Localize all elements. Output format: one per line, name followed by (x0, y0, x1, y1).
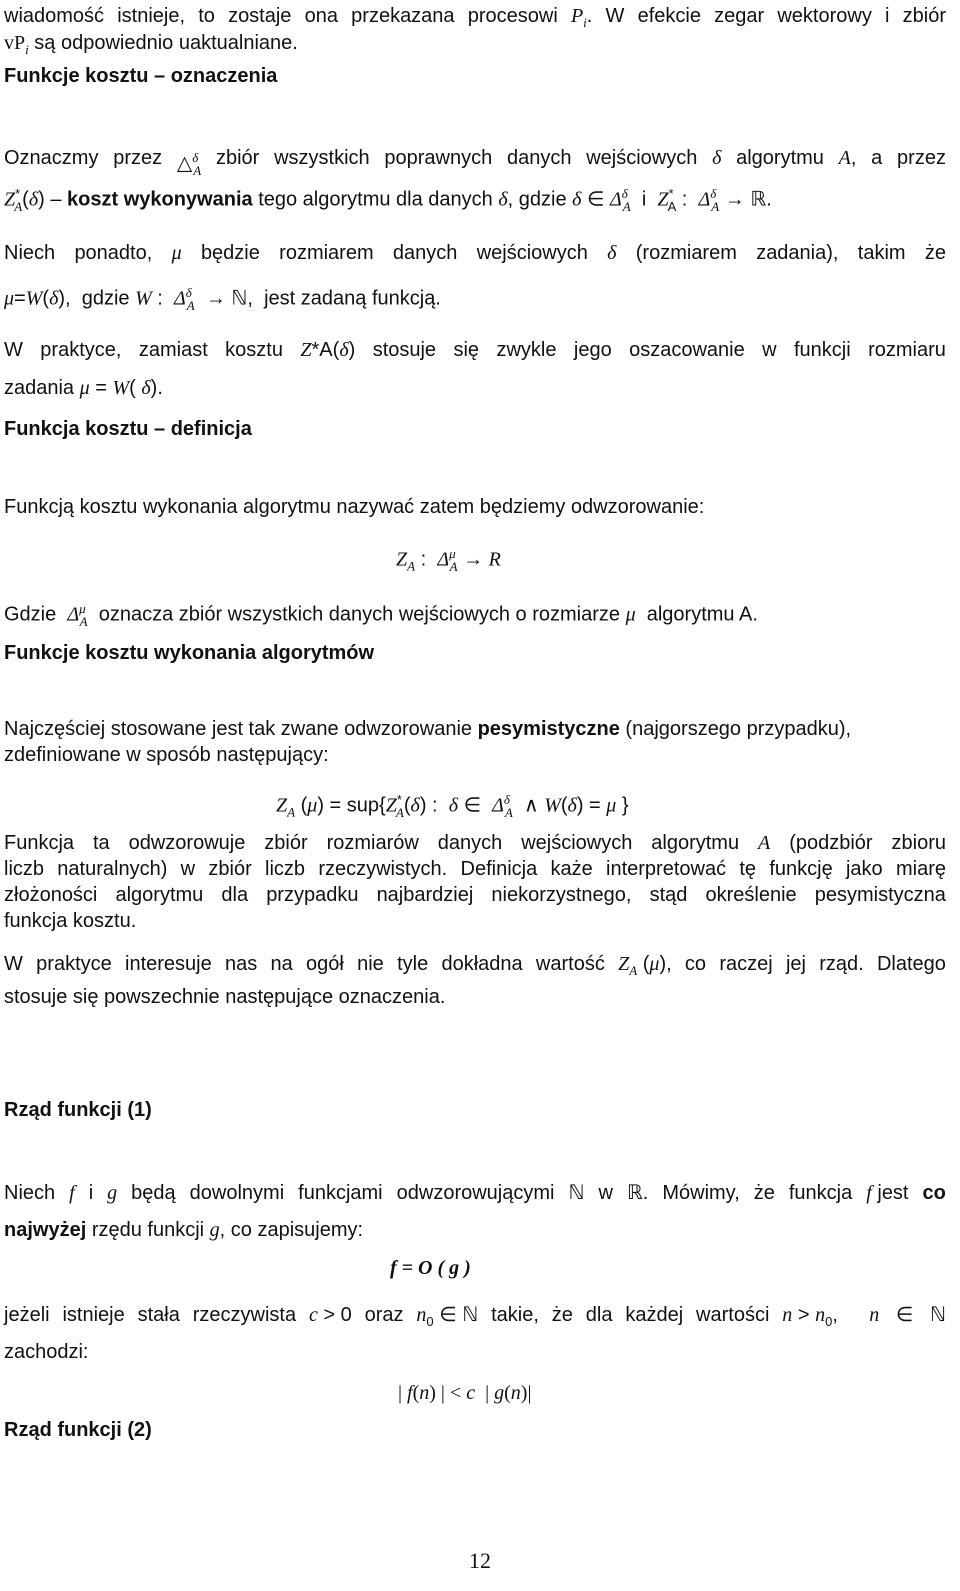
paragraph-line: Funkcją kosztu wykonania algorytmu nazywać zatem będziemy odwzorowanie: (4, 496, 705, 518)
paragraph-line: zadania μ = W( δ). (4, 377, 163, 399)
paragraph-line: jeżeli istnieje stała rzeczywista c > 0 oraz $n_0$ ∈ ℕ takie, że dla każdej wartości $n > n_0$, n ∈ ℕ (4, 1304, 946, 1329)
page-number: 12 (469, 1548, 491, 1573)
formula-pessimistic: $Z_A$ $(\mu) = sup\{Z^*_A(\delta)$ : δ ∈ $\Delta^\delta_A$ ∧ W(δ) = μ } (276, 792, 629, 820)
paragraph-line: W praktyce, zamiast kosztu Z*A(δ) stosuje się zwykle jego oszacowanie w funkcji rozmiaru (4, 339, 946, 361)
section-heading: Funkcja kosztu – definicja (4, 418, 252, 440)
paragraph-line: μ=W(δ), gdzie W : $\Delta^\delta_A$ → ℕ, jest zadaną funkcją. (4, 285, 441, 313)
paragraph-line: wiadomość istnieje, to zostaje ona przekazana procesowi $P_i$. W efekcie zegar wektorowy i zbiór (4, 5, 946, 30)
paragraph-line: Oznaczmy przez △$^\delta_A$ zbiór wszystkich poprawnych danych wejściowych δ algorytmu A, a przez (4, 147, 946, 178)
section-heading: Rząd funkcji (1) (4, 1099, 152, 1121)
paragraph-line: stosuje się powszechnie następujące oznaczenia. (4, 986, 446, 1008)
paragraph-line: Funkcja ta odwzorowuje zbiór rozmiarów danych wejściowych algorytmu A (podzbiór zbioru (4, 832, 946, 854)
paragraph-line: zdefiniowane w sposób następujący: (4, 744, 329, 766)
section-heading: Rząd funkcji (2) (4, 1419, 152, 1441)
formula-big-o: f = O ( g ) (390, 1257, 471, 1279)
paragraph-line: funkcja kosztu. (4, 910, 137, 932)
section-heading: Funkcje kosztu – oznaczenia (4, 65, 278, 87)
paragraph-line: Niech ponadto, μ będzie rozmiarem danych wejściowych δ (rozmiarem zadania), takim że (4, 242, 946, 264)
paragraph-line: liczb naturalnych) w zbiór liczb rzeczywistych. Definicja każe interpretować tę funkcję jako miarę (4, 858, 946, 880)
paragraph-line: zachodzi: (4, 1341, 89, 1363)
paragraph-line: Niech f i g będą dowolnymi funkcjami odwzorowującymi ℕ w ℝ. Mówimy, że funkcja f jest co (4, 1182, 946, 1204)
section-heading: Funkcje kosztu wykonania algorytmów (4, 642, 375, 664)
formula-bound: | f(n) | < c | g(n)| (398, 1382, 532, 1404)
paragraph-line: Gdzie $\Delta^\mu_A$ oznacza zbiór wszystkich danych wejściowych o rozmiarze μ algorytmu A. (4, 601, 758, 629)
formula-cost-map: $Z_A$ : $\Delta^\mu_A \to R$ (396, 546, 501, 574)
paragraph-line: najwyżej rzędu funkcji g, co zapisujemy: (4, 1219, 364, 1241)
paragraph-line: Najczęściej stosowane jest tak zwane odwzorowanie pesymistyczne (najgorszego przypadku), (4, 718, 852, 740)
paragraph-line: złożoności algorytmu dla przypadku najbardziej niekorzystnego, stąd określenie pesymistyczna (4, 884, 946, 906)
paragraph-line: $vP_i$ są odpowiednio uaktualniane. (4, 32, 298, 57)
paragraph-line: $Z^*_A(\delta)$ – koszt wykonywania tego algorytmu dla danych δ, gdzie δ ∈ $\Delta^\delta_A$ i $Z^*_A$ : $\Delta^\delta_A$ → ℝ. (4, 186, 772, 214)
paragraph-line: W praktyce interesuje nas na ogół nie tyle dokładna wartość $Z_A$ (μ), co raczej jej rząd. Dlatego (4, 953, 946, 978)
